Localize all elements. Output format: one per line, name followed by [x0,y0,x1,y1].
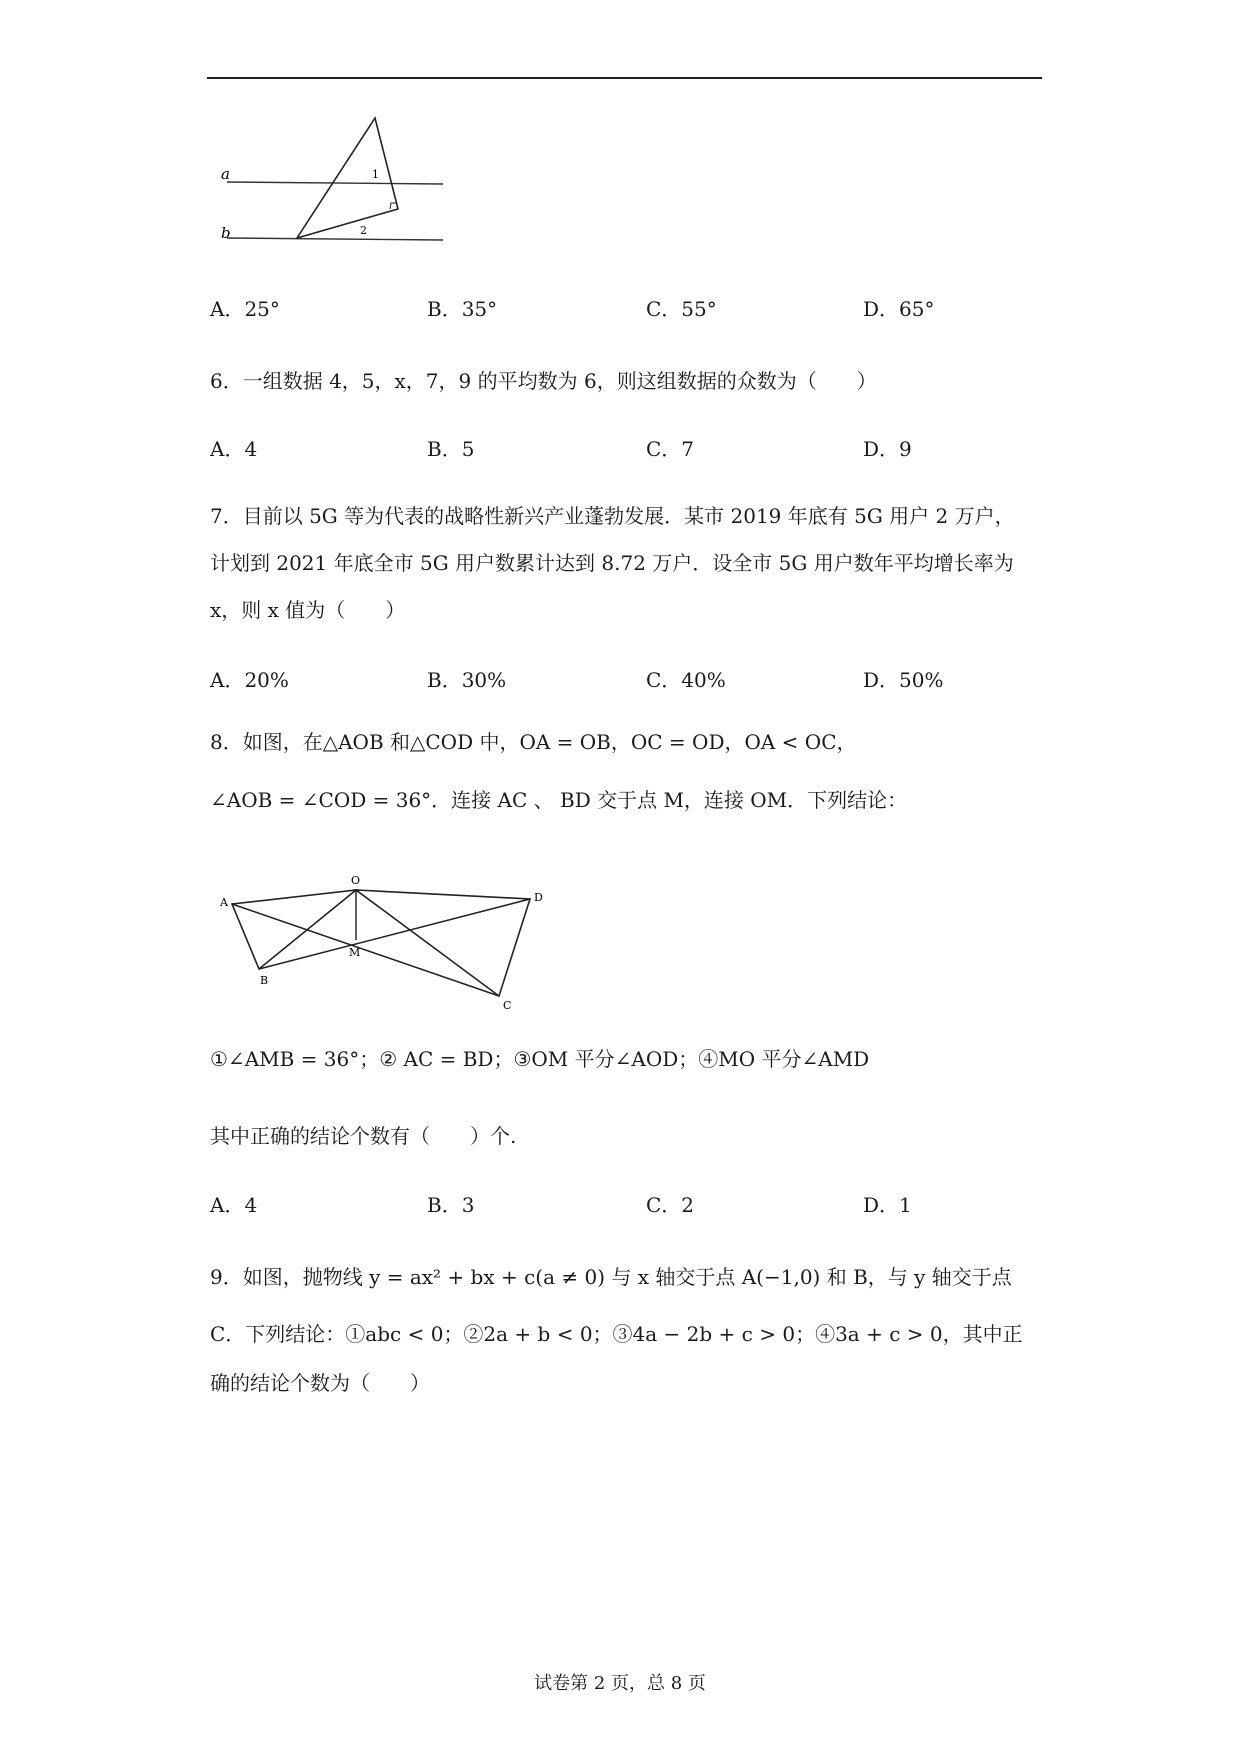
point-o-label: O [351,874,361,887]
q8-question: 其中正确的结论个数有（ ）个. [210,1124,517,1148]
q7-option-c[interactable]: C．40% [646,668,726,692]
q6-option-a[interactable]: A．4 [210,437,258,461]
q5-options [210,293,1070,323]
q8-option-b[interactable]: B．3 [427,1193,475,1217]
q6-options [210,433,1070,463]
q5-option-d[interactable]: D．65° [863,297,935,321]
q9-stem-line-1: 9．如图，抛物线 y = ax² + bx + c(a ≠ 0) 与 x 轴交于点 A(−1,0) 和 B，与 y 轴交于点 [210,1265,1012,1289]
q8-stem-line-2: ∠AOB = ∠COD = 36°．连接 AC 、 BD 交于点 M，连接 OM．下列结论： [210,788,908,812]
q8-option-d[interactable]: D．1 [863,1193,912,1217]
q6-option-d[interactable]: D．9 [863,437,912,461]
line-a-label: a [221,165,230,183]
q6-option-c[interactable]: C．7 [646,437,695,461]
q5-option-c[interactable]: C．55° [646,297,717,321]
line-b-label: b [221,224,231,242]
q7-stem-line-2: 计划到 2021 年底全市 5G 用户数累计达到 8.72 万户．设全市 5G 用户数年平均增长率为 [210,551,1014,575]
angle-2-label: 2 [360,224,367,237]
q5-option-b[interactable]: B．35° [427,297,498,321]
q7-option-d[interactable]: D．50% [863,668,944,692]
q7-stem-line-1: 7．目前以 5G 等为代表的战略性新兴产业蓬勃发展．某市 2019 年底有 5G 用户 2 万户， [210,504,1015,528]
q6-option-b[interactable]: B．5 [427,437,475,461]
q8-stem-line-1: 8．如图，在△AOB 和△COD 中，OA = OB，OC = OD，OA < OC， [210,730,857,754]
q9-stem-line-2: C．下列结论：①abc < 0；②2a + b < 0；③4a − 2b + c > 0；④3a + c > 0，其中正 [210,1322,1023,1346]
q8-option-c[interactable]: C．2 [646,1193,695,1217]
q7-stem-line-3: x，则 x 值为（ ） [210,598,406,622]
point-m-label: M [349,946,361,959]
q9-stem-line-3: 确的结论个数为（ ） [210,1371,430,1395]
page-footer: 试卷第 2 页，总 8 页 [534,1673,706,1694]
q6-stem: 6．一组数据 4，5，x，7，9 的平均数为 6，则这组数据的众数为（ ） [210,369,877,393]
point-a-label: A [220,896,228,909]
point-d-label: D [534,891,543,904]
angle-1-label: 1 [372,168,379,181]
q8-conclusions: ①∠AMB = 36°；② AC = BD；③OM 平分∠AOD；④MO 平分∠AMD [210,1047,870,1071]
triangles-aob-cod-figure [215,868,555,1018]
q8-option-a[interactable]: A．4 [210,1193,258,1217]
point-c-label: C [503,999,512,1012]
q7-option-b[interactable]: B．30% [427,668,507,692]
point-b-label: B [260,974,269,987]
q8-options [210,1189,1070,1219]
q7-options [210,664,1070,694]
parallel-lines-triangle-figure [215,110,455,255]
q7-option-a[interactable]: A．20% [210,668,289,692]
q5-option-a[interactable]: A．25° [210,297,280,321]
header-rule [207,77,1042,79]
